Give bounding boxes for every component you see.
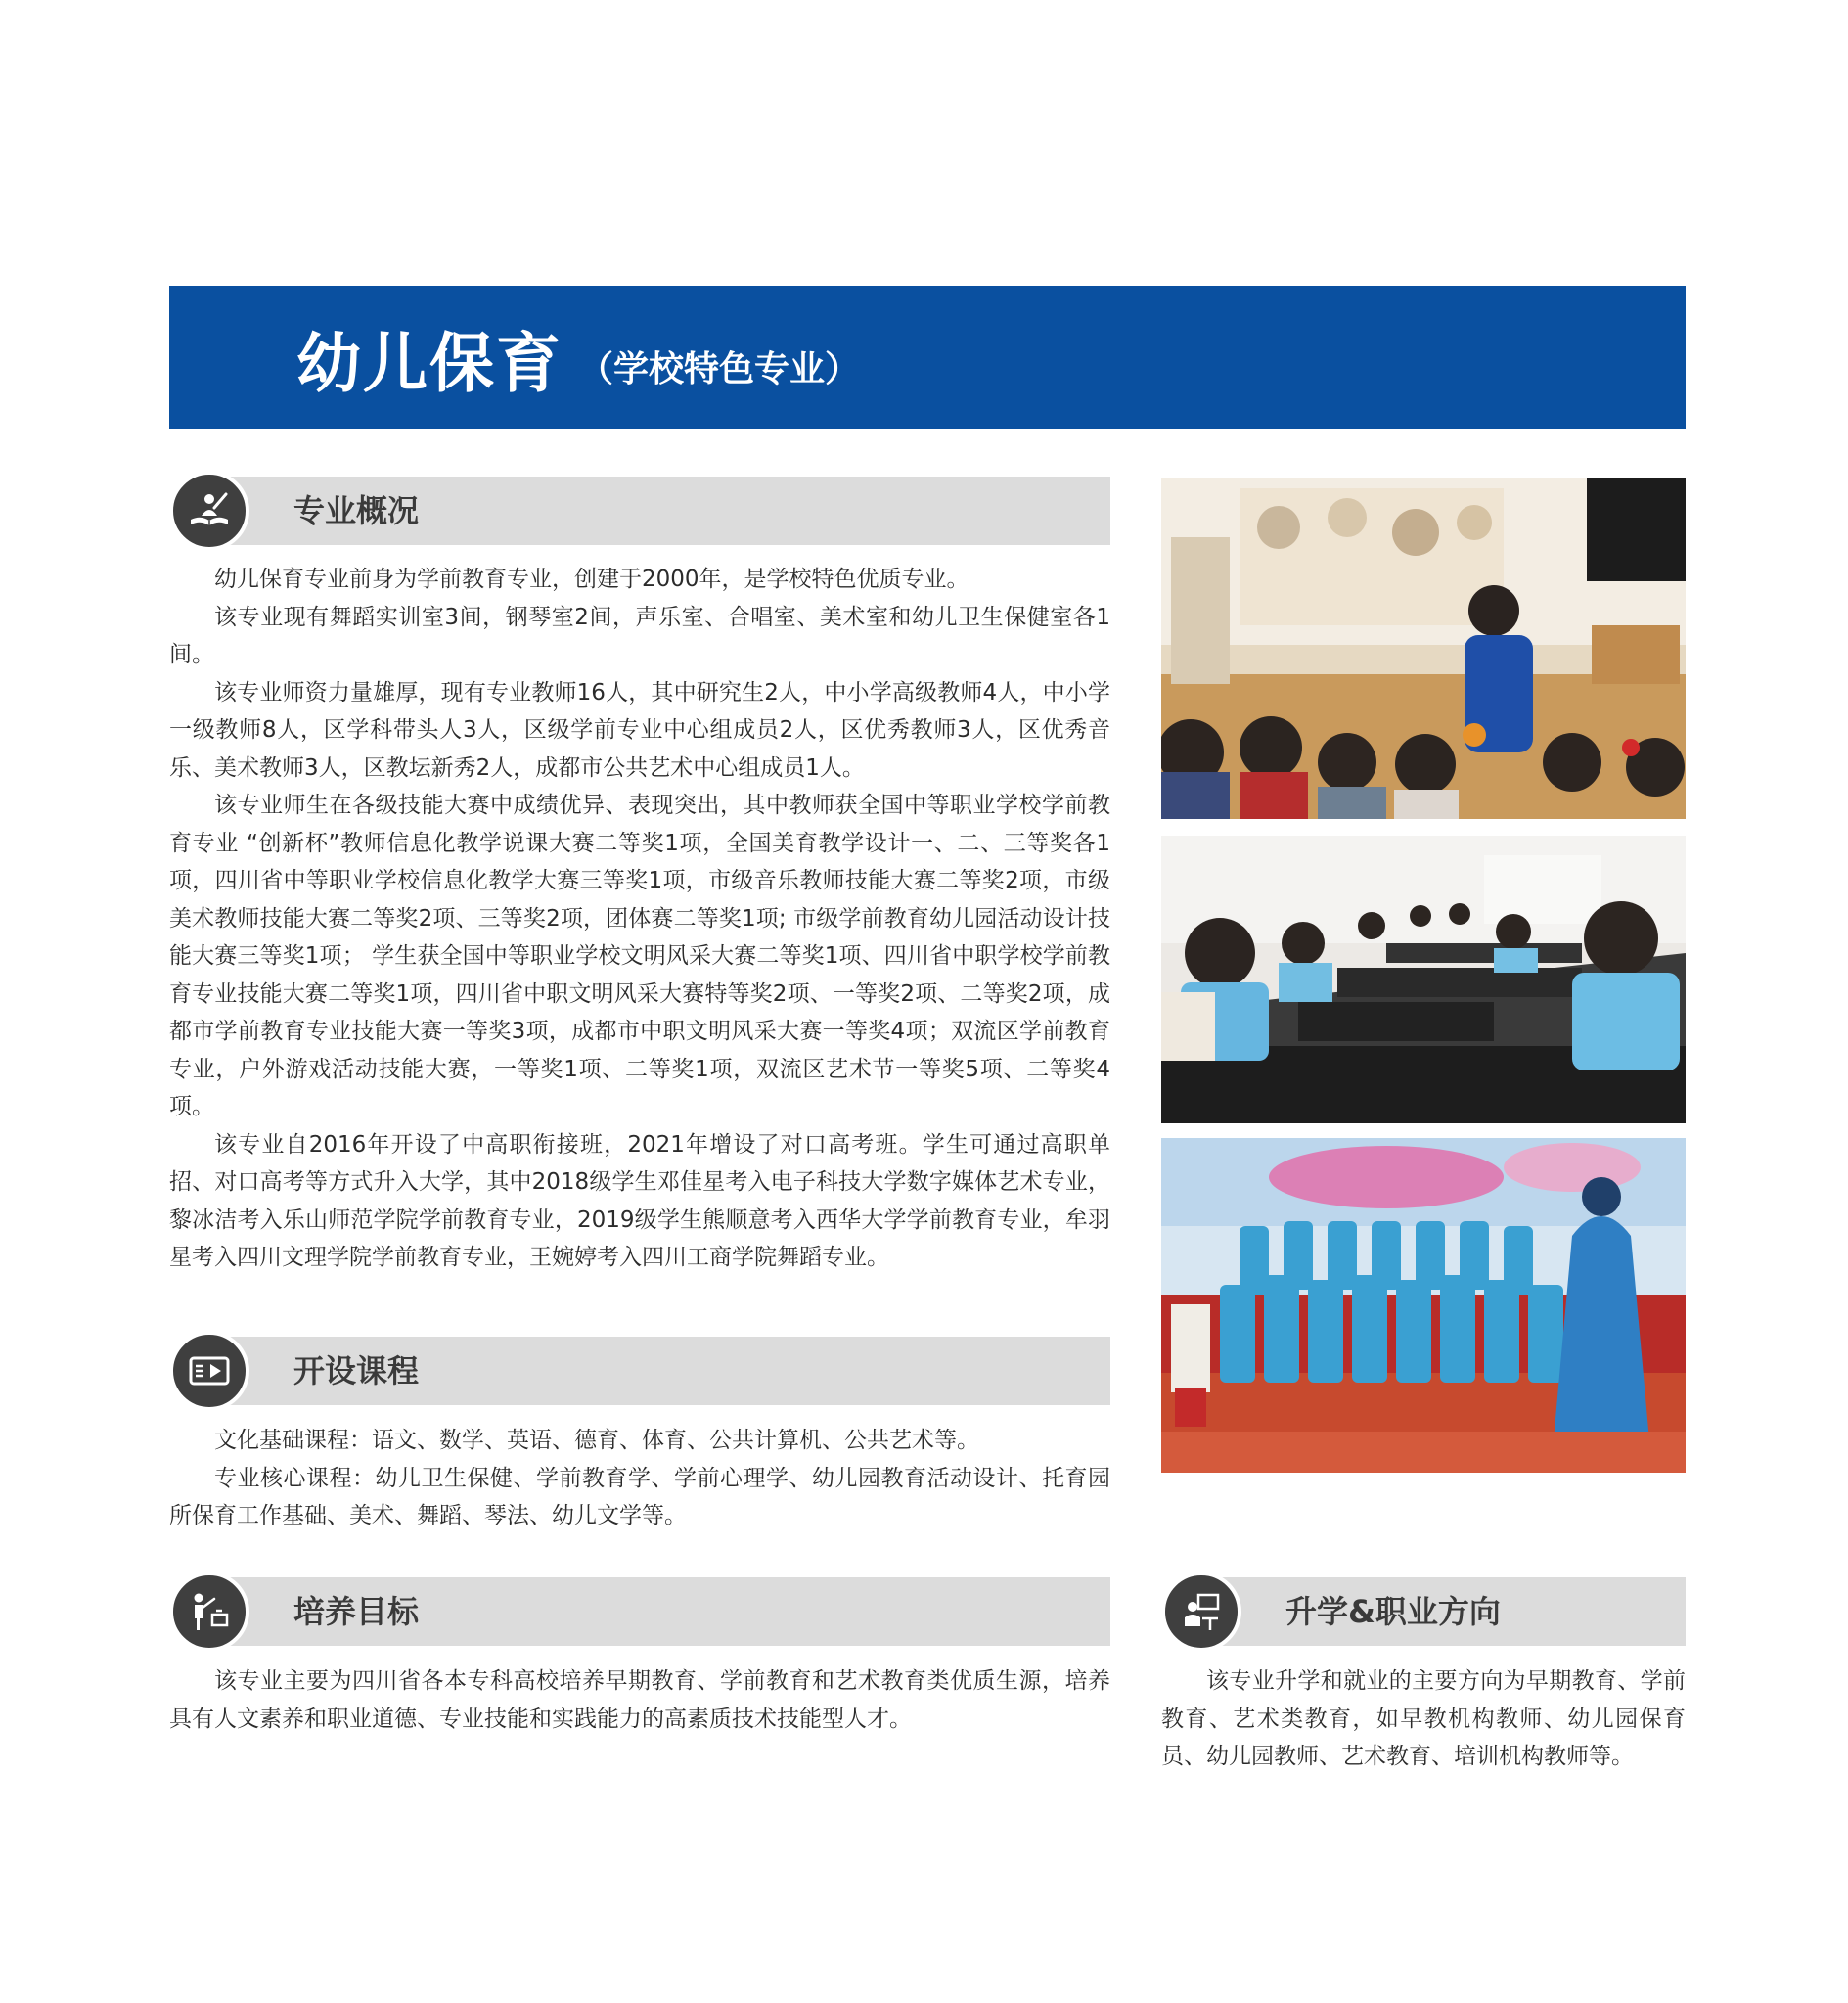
classroom-photo (1161, 478, 1686, 819)
paragraph: 专业核心课程：幼儿卫生保健、学前教育学、学前心理学、幼儿园教育活动设计、托育园所保育工作基础、美术、舞蹈、琴法、幼儿文学等。 (169, 1465, 1110, 1528)
teacher-presenting-icon (169, 1571, 249, 1652)
section-header-goals (169, 1577, 1110, 1646)
section-title: 升学&职业方向 (1285, 1593, 1501, 1630)
section-title: 专业概况 (293, 492, 420, 529)
section-header-career (1161, 1577, 1686, 1646)
courses-text (169, 1422, 1110, 1535)
goals-text (169, 1662, 1110, 1738)
reading-book-icon (169, 471, 249, 551)
paragraph: 该专业自2016年开设了中高职衔接班，2021年增设了对口高考班。学生可通过高职单招、对口高考等方式升入大学，其中2018级学生邓佳星考入电子科技大学数字媒体艺术专业，黎冰洁考入乐山师范学院学前教育专业，2019级学生熊顺意考入西华大学学前教育专业，牟羽星考入四川文理学院学前教育专业，王婉婷考入四川工商学院舞蹈专业。 (169, 1131, 1110, 1270)
paragraph: 文化基础课程：语文、数学、英语、德育、体育、公共计算机、公共艺术等。 (214, 1428, 979, 1453)
choir-performance-photo (1161, 1138, 1686, 1473)
video-play-icon (169, 1331, 249, 1411)
overview-text (169, 561, 1110, 1277)
section-title: 培养目标 (293, 1593, 420, 1630)
paragraph: 幼儿保育专业前身为学前教育专业，创建于2000年，是学校特色优质专业。 (214, 567, 969, 592)
person-at-desk-icon (1161, 1571, 1241, 1652)
paragraph: 该专业现有舞蹈实训室3间，钢琴室2间，声乐室、合唱室、美术室和幼儿卫生保健室各1间。 (169, 604, 1110, 667)
page-banner (169, 286, 1686, 429)
career-text (1161, 1662, 1686, 1776)
paragraph: 该专业师资力量雄厚，现有专业教师16人，其中研究生2人，中小学高级教师4人，中小学一级教师8人，区学科带头人3人，区级学前专业中心组成员2人，区优秀教师3人，区优秀音乐、美术教师3人，区教坛新秀2人，成都市公共艺术中心组成员1人。 (169, 679, 1110, 781)
paragraph: 该专业升学和就业的主要方向为早期教育、学前教育、艺术类教育，如早教机构教师、幼儿园保育员、幼儿园教师、艺术教育、培训机构教师等。 (1161, 1668, 1686, 1769)
paragraph: 该专业师生在各级技能大赛中成绩优异、表现突出，其中教师获全国中等职业学校学前教育专业 “创新杯”教师信息化教学说课大赛二等奖1项，全国美育教学设计一、二、三等奖各1项，四川省中等职业学校信息化教学大赛三等奖1项，市级音乐教师技能大赛二等奖2项，市级美术教师技能大赛二等奖2项、三等奖2项，团体赛二等奖1项; 市级学前教育幼儿园活动设计技能大赛三等奖1项； 学生获全国中等职业学校文明风采大赛二等奖1项、四川省中职学校学前教育专业技能大赛二等奖1项，四川省中职文明风采大赛特等奖2项、一等奖2项、二等奖2项，成都市学前教育专业技能大赛一等奖3项，成都市中职文明风采大赛一等奖4项；双流区学前教育专业，户外游戏活动技能大赛，一等奖1项、二等奖1项，双流区艺术节一等奖5项、二等奖4项。 (169, 793, 1110, 1119)
section-title: 开设课程 (293, 1352, 420, 1389)
section-header-overview (169, 477, 1110, 545)
page-title: 幼儿保育 (296, 325, 563, 401)
paragraph: 该专业主要为四川省各本专科高校培养早期教育、学前教育和艺术教育类优质生源，培养具有人文素养和职业道德、专业技能和实践能力的高素质技术技能型人才。 (169, 1668, 1110, 1732)
page-subtitle: （学校特色专业） (578, 348, 861, 389)
piano-room-photo (1161, 836, 1686, 1123)
section-header-courses (169, 1337, 1110, 1405)
